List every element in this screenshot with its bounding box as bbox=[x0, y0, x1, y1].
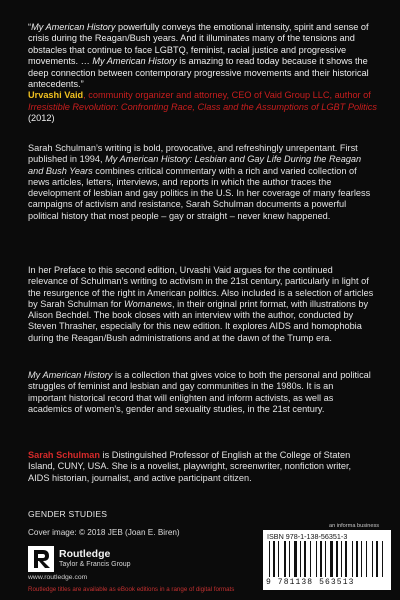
quote-text bbox=[28, 22, 380, 90]
barcode-panel bbox=[263, 530, 391, 590]
book-title: My American History: Lesbian and Gay Life During the Reagan and Bush Years bbox=[28, 154, 362, 176]
description-paragraph-3 bbox=[28, 370, 374, 415]
quote-book-title: My American History bbox=[92, 56, 177, 67]
author-bio-text: is Distinguished Professor of English at the College of Staten Island, CUNY, USA. She is a novelist, playwright, screenwriter, nonfiction writer, AIDS historian, journalist, and active participant citizen. bbox=[28, 450, 352, 483]
quote-text-part: powerfully conveys the emotional intensity, spirit and sense of crisis during the Reagan/Bush years. And it illuminates many of the tensions and obstacles that continue to face LGBTQ, feminist, racial justice and progressive movements. … bbox=[28, 22, 369, 67]
publisher-wordmark bbox=[59, 549, 131, 569]
barcode-icon bbox=[267, 541, 387, 579]
subject-category: GENDER STUDIES bbox=[28, 509, 108, 519]
quote-text-part: is amazing to read today because it shows the deep connection between contemporary progressive movements and their historical antecedents.” bbox=[28, 56, 369, 90]
open-quote-mark: “ bbox=[28, 22, 32, 32]
description-paragraph-2 bbox=[28, 265, 374, 344]
publication-title: Womanews bbox=[124, 298, 173, 309]
book-title: My American History bbox=[28, 370, 113, 380]
barcode-digits: 9 781138 563513 bbox=[266, 578, 355, 587]
author-bio bbox=[28, 450, 374, 484]
description-paragraph-1 bbox=[28, 143, 374, 222]
routledge-r-logo-icon bbox=[28, 546, 54, 572]
parent-company-label: an informa business bbox=[329, 523, 380, 529]
quote-book-title: My American History bbox=[31, 22, 116, 32]
attribution-year: (2012) bbox=[28, 112, 55, 123]
author-name: Sarah Schulman bbox=[28, 450, 100, 460]
paragraph-text: , in their original print format, with illustrations by Alison Bechdel. The book closes with an interview with the author, conducted by Steven Thrasher, especially for this new edition. It explores AIDS and homophobia during the Reagan/Bush administrations and at the dawn of the Trump era. bbox=[28, 298, 369, 343]
paragraph-text: In her Preface to this second edition, Urvashi Vaid argues for the continued relevance of Schulman’s writing to activism in the 21st century, particularly in light of the resurgence of the right in American politics. Also included is a selection of articles by Sarah Schulman for bbox=[28, 265, 374, 309]
attribution-book-title: Irresistible Revolution: Confronting Race, Class and the Assumptions of LGBT Politics bbox=[28, 101, 377, 112]
ebook-note: Routledge titles are available as eBook editions in a range of digital formats bbox=[28, 586, 235, 593]
publisher-group: Taylor & Francis Group bbox=[59, 561, 131, 568]
attribution-name: Urvashi Vaid bbox=[28, 90, 84, 101]
paragraph-text: Sarah Schulman’s writing is bold, provocative, and refreshingly unrepentant. First published in 1994, bbox=[28, 143, 358, 165]
cover-image-credit: Cover image: © 2018 JEB (Joan E. Biren) bbox=[28, 528, 180, 537]
attribution-role: , community organizer and attorney, CEO of Vaid Group LLC, author of bbox=[83, 90, 371, 101]
publisher-logo bbox=[28, 546, 131, 572]
paragraph-text: is a collection that gives voice to both the personal and political struggles of feminist and lesbian and gay communities in the 1980s. It is an important historical record that will enlighten and inform activists, as well as academics of women’s, gender and sexuality studies, in the 21st century. bbox=[28, 370, 371, 414]
endorsement-quote bbox=[28, 22, 380, 124]
publisher-url: www.routledge.com bbox=[28, 574, 88, 581]
paragraph-text: combines critical commentary with a rich and varied collection of news articles, letters, interviews, and reports in which the author traces the development of lesbian and gay politics in the U.S. In her coverage of many fearless campaigns of activism and resistance, Sarah Schulman documents a powerful political history that most people – gay or straight – never knew happened. bbox=[28, 165, 371, 221]
publisher-name: Routledge bbox=[59, 548, 111, 560]
isbn-label: ISBN 978-1-138-56351-3 bbox=[267, 532, 348, 541]
quote-attribution bbox=[28, 90, 380, 124]
